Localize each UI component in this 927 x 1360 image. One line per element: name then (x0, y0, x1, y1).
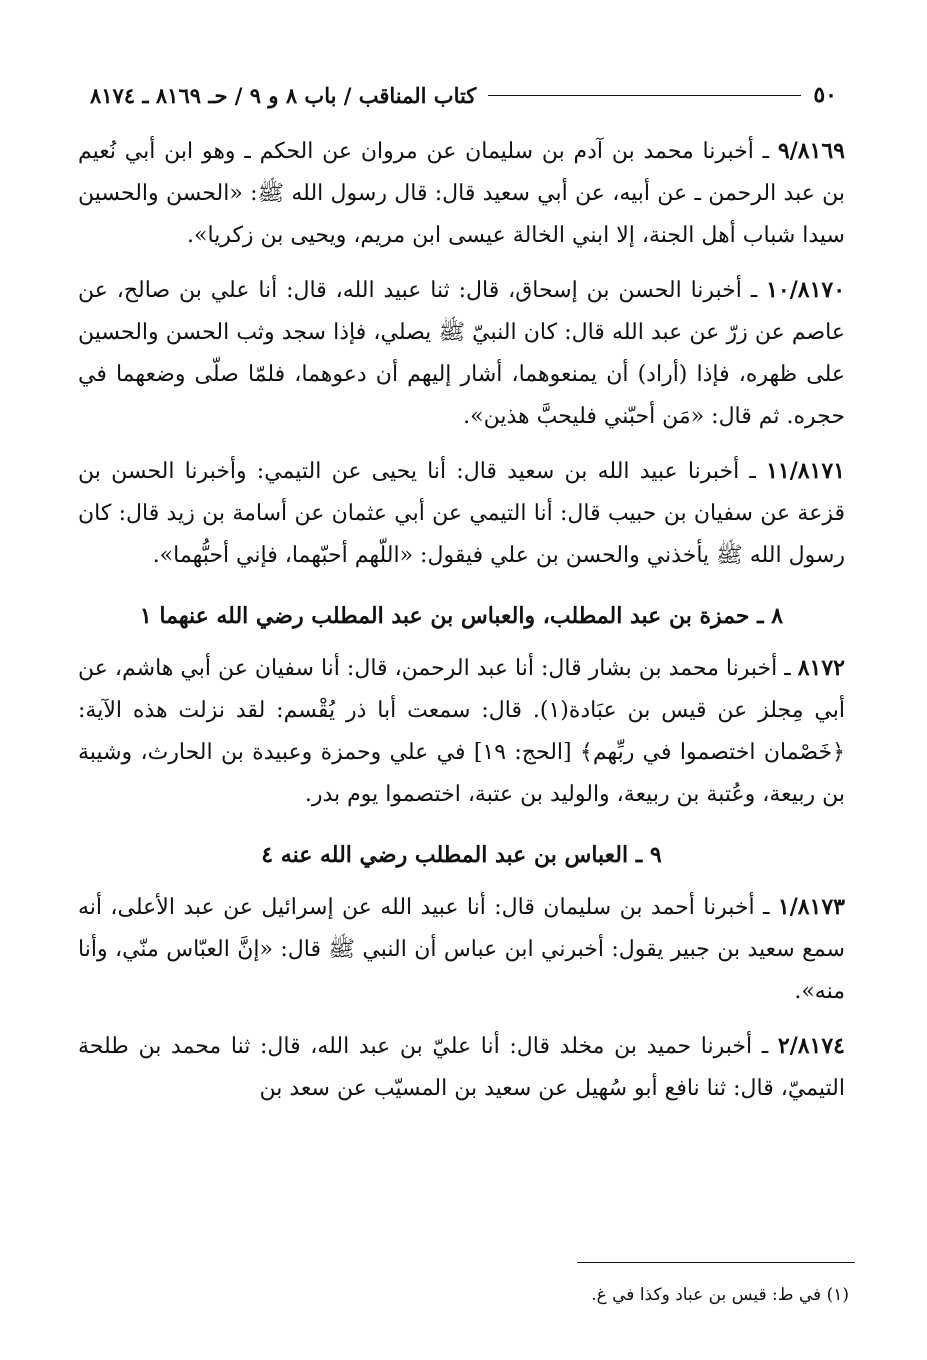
section-heading-8: ٨ ـ حمزة بن عبد المطلب، والعباس بن عبد المطلب رضي الله عنهما ١ (139, 603, 784, 629)
footnote: (١) في ط: قيس بن عباد وكذا في غ. (591, 1285, 849, 1305)
hadith-number: ١/٨١٧٣ (777, 894, 845, 920)
hadith-text: ـ أخبرنا محمد بن آدم بن سليمان عن مروان عن الحكم ـ وهو ابن أبي نُعيم بن عبد الرحمن ـ عن أبيه، عن أبي سعيد قال: قال رسول الله ﷺ: «الحسن والحسين سيدا شباب أهل الجنة، إلا ابني الخالة عيسى ابن مريم، ويحيى بن زكريا». (78, 139, 845, 248)
hadith-number: ٨١٧٢ (797, 655, 845, 681)
hadith-text: ـ أخبرنا محمد بن بشار قال: أنا عبد الرحمن، قال: أنا سفيان عن أبي هاشم، عن أبي مِجلز عن قيس بن عبَادة(١). قال: سمعت أبا ذر يُقْسم: لقد نزلت هذه الآية: ﴿خَصْمان اختصموا في ربِّهم﴾ [الحج: ١٩] في علي وحمزة وعبيدة بن الحارث، وشيبة بن ربيعة، وعُتبة بن ربيعة، والوليد بن عتبة، اختصموا يوم بدر. (78, 656, 845, 807)
page-header (90, 78, 837, 112)
hadith-text: ـ أخبرنا أحمد بن سليمان قال: أنا عبيد الله عن إسرائيل عن عبد الأعلى، أنه سمع سعيد بن جبير يقول: أخبرني ابن عباس أن النبي ﷺ قال: «إنَّ العبّاس منّي، وأنا منه». (78, 895, 845, 1004)
hadith-number: ٩/٨١٦٩ (777, 138, 845, 164)
hadith-8169 (78, 130, 845, 257)
hadith-text: ـ أخبرنا حميد بن مخلد قال: أنا عليّ بن عبد الله، قال: ثنا محمد بن طلحة التيميّ، قال: ثنا نافع أبو سُهيل عن سعيد بن المسيّب عن سعد بن (78, 1034, 845, 1101)
hadith-text: ـ أخبرنا الحسن بن إسحاق، قال: ثنا عبيد الله، قال: أنا علي بن صالح، عن عاصم عن زرّ عن عبد الله قال: كان النبيّ ﷺ يصلي، فإذا سجد وثب الحسن والحسين على ظهره، فإذا (أراد) أن يمنعوهما، أشار إليهم أن دعوهما، فلمّا صلّى وضعهما في حجره. ثم قال: «مَن أحبّني فليحبَّ هذين». (78, 278, 845, 429)
header-rule (488, 95, 801, 96)
section-heading-9: ٩ ـ العباس بن عبد المطلب رضي الله عنه ٤ (261, 842, 662, 868)
page-body (78, 130, 845, 1122)
hadith-8172 (78, 647, 845, 816)
hadith-number: ١١/٨١٧١ (766, 458, 845, 484)
footnote-rule (577, 1262, 855, 1263)
hadith-8170 (78, 269, 845, 438)
hadith-8173 (78, 886, 845, 1013)
running-title: كتاب المناقب / باب ٨ و ٩ / حـ ٨١٦٩ ـ ٨١٧٤ (90, 82, 477, 108)
hadith-8174 (78, 1025, 845, 1110)
hadith-text: ـ أخبرنا عبيد الله بن سعيد قال: أنا يحيى عن التيمي: وأخبرنا الحسن بن قزعة عن سفيان بن حبيب قال: أنا التيمي عن أبي عثمان عن أسامة بن زيد قال: كان رسول الله ﷺ يأخذني والحسن بن علي فيقول: «اللّهم أحبّهما، فإني أحبُّهما». (78, 459, 845, 568)
hadith-number: ٢/٨١٧٤ (777, 1033, 845, 1059)
page-number: ٥٠ (813, 82, 837, 108)
hadith-8171 (78, 450, 845, 577)
hadith-number: ١٠/٨١٧٠ (766, 277, 846, 303)
